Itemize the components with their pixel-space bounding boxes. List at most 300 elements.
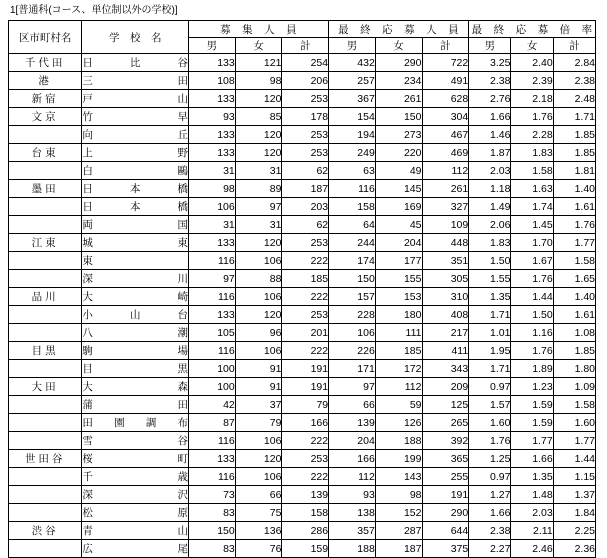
cell-saishu-female: 204 (375, 234, 422, 252)
cell-saishu-female: 45 (375, 216, 422, 234)
cell-boshu-female: 120 (235, 450, 282, 468)
cell-saishu-male: 188 (329, 540, 376, 558)
cell-boshu-male: 98 (189, 180, 236, 198)
cell-saishu-total: 305 (422, 270, 469, 288)
cell-boshu-male: 31 (189, 216, 236, 234)
cell-saishu-male: 249 (329, 144, 376, 162)
cell-boshu-female: 120 (235, 90, 282, 108)
cell-bairitsu-total: 1.08 (553, 324, 595, 342)
cell-bairitsu-total: 1.85 (553, 126, 595, 144)
cell-boshu-female: 37 (235, 396, 282, 414)
cell-bairitsu-female: 1.83 (511, 144, 553, 162)
cell-boshu-total: 79 (282, 396, 329, 414)
cell-bairitsu-male: 1.76 (469, 432, 511, 450)
cell-boshu-total: 253 (282, 234, 329, 252)
header-group-bairitsu: 最 終 応 募 倍 率 (469, 21, 596, 38)
cell-saishu-total: 365 (422, 450, 469, 468)
cell-saishu-male: 112 (329, 468, 376, 486)
cell-bairitsu-male: 2.06 (469, 216, 511, 234)
cell-saishu-total: 448 (422, 234, 469, 252)
cell-saishu-male: 244 (329, 234, 376, 252)
cell-boshu-female: 31 (235, 162, 282, 180)
cell-saishu-female: 155 (375, 270, 422, 288)
cell-city (9, 468, 82, 486)
cell-bairitsu-total: 2.36 (553, 540, 595, 558)
cell-boshu-total: 139 (282, 486, 329, 504)
table-row (9, 306, 596, 324)
cell-saishu-female: 152 (375, 504, 422, 522)
cell-boshu-total: 254 (282, 54, 329, 72)
cell-bairitsu-male: 1.18 (469, 180, 511, 198)
cell-saishu-total: 112 (422, 162, 469, 180)
table-row (9, 414, 596, 432)
cell-bairitsu-total: 1.76 (553, 216, 595, 234)
cell-city (9, 486, 82, 504)
cell-city (9, 432, 82, 450)
cell-boshu-total: 253 (282, 450, 329, 468)
cell-boshu-male: 133 (189, 90, 236, 108)
cell-school: 八 潮 (82, 324, 189, 342)
cell-city: 品川 (9, 288, 82, 306)
cell-city (9, 216, 82, 234)
cell-boshu-male: 116 (189, 342, 236, 360)
cell-saishu-total: 310 (422, 288, 469, 306)
cell-bairitsu-male: 1.50 (469, 252, 511, 270)
cell-school: 青 山 (82, 522, 189, 540)
cell-bairitsu-total: 1.81 (553, 162, 595, 180)
cell-bairitsu-female: 1.77 (511, 432, 553, 450)
cell-city: 台東 (9, 144, 82, 162)
cell-saishu-total: 644 (422, 522, 469, 540)
cell-boshu-female: 96 (235, 324, 282, 342)
cell-school: 戸 山 (82, 90, 189, 108)
cell-saishu-male: 63 (329, 162, 376, 180)
cell-city: 千代田 (9, 54, 82, 72)
cell-school: 城 東 (82, 234, 189, 252)
cell-boshu-total: 158 (282, 504, 329, 522)
cell-boshu-female: 120 (235, 126, 282, 144)
cell-bairitsu-total: 1.58 (553, 252, 595, 270)
cell-saishu-female: 273 (375, 126, 422, 144)
cell-boshu-male: 116 (189, 252, 236, 270)
cell-bairitsu-male: 1.66 (469, 108, 511, 126)
cell-saishu-male: 139 (329, 414, 376, 432)
cell-bairitsu-female: 1.74 (511, 198, 553, 216)
cell-bairitsu-total: 1.58 (553, 396, 595, 414)
cell-boshu-male: 105 (189, 324, 236, 342)
cell-boshu-female: 120 (235, 144, 282, 162)
header-group-boshu: 募 集 人 員 (189, 21, 329, 38)
cell-boshu-male: 83 (189, 504, 236, 522)
cell-boshu-female: 75 (235, 504, 282, 522)
cell-boshu-male: 108 (189, 72, 236, 90)
table-row (9, 72, 596, 90)
table-row (9, 126, 596, 144)
cell-city: 港 (9, 72, 82, 90)
cell-city: 大田 (9, 378, 82, 396)
table-row (9, 522, 596, 540)
table-row (9, 360, 596, 378)
cell-saishu-total: 125 (422, 396, 469, 414)
cell-school: 小 山 台 (82, 306, 189, 324)
cell-city (9, 504, 82, 522)
cell-city (9, 126, 82, 144)
cell-boshu-total: 178 (282, 108, 329, 126)
cell-school: 雪 谷 (82, 432, 189, 450)
cell-school: 日 比 谷 (82, 54, 189, 72)
cell-boshu-total: 206 (282, 72, 329, 90)
cell-city (9, 324, 82, 342)
cell-saishu-female: 112 (375, 378, 422, 396)
cell-boshu-male: 133 (189, 54, 236, 72)
table-row (9, 324, 596, 342)
table-row (9, 486, 596, 504)
cell-boshu-female: 91 (235, 378, 282, 396)
cell-school: 大 崎 (82, 288, 189, 306)
cell-city (9, 360, 82, 378)
cell-saishu-male: 171 (329, 360, 376, 378)
cell-bairitsu-female: 2.46 (511, 540, 553, 558)
cell-bairitsu-male: 1.27 (469, 486, 511, 504)
cell-boshu-total: 253 (282, 144, 329, 162)
cell-saishu-male: 66 (329, 396, 376, 414)
cell-bairitsu-male: 1.01 (469, 324, 511, 342)
cell-boshu-male: 73 (189, 486, 236, 504)
cell-bairitsu-male: 2.27 (469, 540, 511, 558)
cell-boshu-female: 106 (235, 342, 282, 360)
table-row (9, 468, 596, 486)
cell-saishu-male: 93 (329, 486, 376, 504)
cell-boshu-female: 91 (235, 360, 282, 378)
cell-boshu-male: 116 (189, 432, 236, 450)
cell-bairitsu-female: 2.03 (511, 504, 553, 522)
header-boshu-male: 男 (189, 38, 236, 54)
page-title: 1[普通科(コース、単位制以外の学校)] (10, 5, 178, 16)
cell-bairitsu-female: 2.11 (511, 522, 553, 540)
cell-bairitsu-total: 1.80 (553, 360, 595, 378)
cell-saishu-male: 228 (329, 306, 376, 324)
cell-bairitsu-female: 1.35 (511, 468, 553, 486)
header-saishu-female: 女 (375, 38, 422, 54)
cell-city (9, 414, 82, 432)
cell-city: 墨田 (9, 180, 82, 198)
cell-bairitsu-total: 2.25 (553, 522, 595, 540)
cell-city (9, 252, 82, 270)
cell-school: 千 歳 (82, 468, 189, 486)
cell-saishu-male: 150 (329, 270, 376, 288)
cell-bairitsu-total: 1.60 (553, 414, 595, 432)
cell-boshu-total: 185 (282, 270, 329, 288)
cell-bairitsu-male: 0.97 (469, 468, 511, 486)
cell-bairitsu-male: 1.55 (469, 270, 511, 288)
table-row (9, 252, 596, 270)
cell-bairitsu-female: 1.59 (511, 396, 553, 414)
cell-boshu-total: 253 (282, 306, 329, 324)
header-saishu-total: 計 (422, 38, 469, 54)
cell-boshu-male: 97 (189, 270, 236, 288)
table-row (9, 198, 596, 216)
cell-saishu-female: 187 (375, 540, 422, 558)
cell-bairitsu-female: 1.58 (511, 162, 553, 180)
cell-saishu-female: 172 (375, 360, 422, 378)
cell-saishu-male: 64 (329, 216, 376, 234)
table-row (9, 216, 596, 234)
header-bairitsu-female: 女 (511, 38, 553, 54)
cell-boshu-male: 116 (189, 468, 236, 486)
cell-saishu-female: 180 (375, 306, 422, 324)
cell-city (9, 162, 82, 180)
cell-city: 目黒 (9, 342, 82, 360)
header-bairitsu-male: 男 (469, 38, 511, 54)
cell-boshu-total: 222 (282, 288, 329, 306)
cell-bairitsu-female: 1.76 (511, 270, 553, 288)
table-row (9, 540, 596, 558)
cell-saishu-total: 109 (422, 216, 469, 234)
cell-saishu-female: 177 (375, 252, 422, 270)
cell-saishu-total: 411 (422, 342, 469, 360)
cell-bairitsu-female: 1.70 (511, 234, 553, 252)
cell-saishu-total: 351 (422, 252, 469, 270)
cell-saishu-female: 98 (375, 486, 422, 504)
cell-saishu-total: 265 (422, 414, 469, 432)
cell-boshu-total: 222 (282, 468, 329, 486)
cell-saishu-female: 111 (375, 324, 422, 342)
cell-saishu-male: 138 (329, 504, 376, 522)
cell-saishu-male: 106 (329, 324, 376, 342)
cell-saishu-female: 59 (375, 396, 422, 414)
cell-saishu-female: 188 (375, 432, 422, 450)
cell-saishu-female: 49 (375, 162, 422, 180)
cell-saishu-female: 199 (375, 450, 422, 468)
cell-boshu-male: 100 (189, 360, 236, 378)
table-row (9, 378, 596, 396)
cell-saishu-total: 304 (422, 108, 469, 126)
cell-saishu-male: 204 (329, 432, 376, 450)
cell-boshu-male: 93 (189, 108, 236, 126)
cell-boshu-female: 66 (235, 486, 282, 504)
cell-boshu-total: 286 (282, 522, 329, 540)
cell-school: 日 本 橋 (82, 198, 189, 216)
cell-bairitsu-total: 1.85 (553, 144, 595, 162)
cell-saishu-female: 143 (375, 468, 422, 486)
cell-school: 東 (82, 252, 189, 270)
cell-saishu-total: 491 (422, 72, 469, 90)
cell-bairitsu-total: 1.09 (553, 378, 595, 396)
cell-bairitsu-female: 1.48 (511, 486, 553, 504)
header-group-saishu: 最 終 応 募 人 員 (329, 21, 469, 38)
cell-boshu-female: 97 (235, 198, 282, 216)
cell-boshu-male: 133 (189, 144, 236, 162)
cell-bairitsu-male: 1.95 (469, 342, 511, 360)
cell-bairitsu-female: 1.76 (511, 342, 553, 360)
cell-boshu-total: 62 (282, 162, 329, 180)
cell-saishu-male: 432 (329, 54, 376, 72)
cell-boshu-female: 31 (235, 216, 282, 234)
cell-boshu-female: 76 (235, 540, 282, 558)
cell-saishu-male: 226 (329, 342, 376, 360)
cell-boshu-female: 85 (235, 108, 282, 126)
table-row (9, 108, 596, 126)
table-row (9, 396, 596, 414)
cell-saishu-female: 287 (375, 522, 422, 540)
cell-bairitsu-male: 1.66 (469, 504, 511, 522)
cell-city (9, 198, 82, 216)
cell-school: 上 野 (82, 144, 189, 162)
cell-bairitsu-female: 2.40 (511, 54, 553, 72)
table-row (9, 162, 596, 180)
table-row (9, 270, 596, 288)
cell-boshu-male: 87 (189, 414, 236, 432)
cell-boshu-female: 121 (235, 54, 282, 72)
cell-school: 深 川 (82, 270, 189, 288)
cell-bairitsu-total: 1.77 (553, 432, 595, 450)
table-row (9, 288, 596, 306)
cell-saishu-female: 145 (375, 180, 422, 198)
cell-saishu-total: 722 (422, 54, 469, 72)
cell-bairitsu-female: 1.67 (511, 252, 553, 270)
cell-school: 三 田 (82, 72, 189, 90)
table-row (9, 234, 596, 252)
cell-bairitsu-female: 1.63 (511, 180, 553, 198)
cell-saishu-male: 154 (329, 108, 376, 126)
cell-bairitsu-male: 1.71 (469, 306, 511, 324)
cell-bairitsu-total: 1.85 (553, 342, 595, 360)
cell-boshu-total: 159 (282, 540, 329, 558)
cell-saishu-total: 408 (422, 306, 469, 324)
cell-bairitsu-male: 1.25 (469, 450, 511, 468)
cell-boshu-male: 42 (189, 396, 236, 414)
cell-saishu-total: 469 (422, 144, 469, 162)
cell-boshu-female: 106 (235, 288, 282, 306)
cell-bairitsu-female: 1.23 (511, 378, 553, 396)
cell-boshu-total: 203 (282, 198, 329, 216)
header-bairitsu-total: 計 (553, 38, 595, 54)
cell-city: 江東 (9, 234, 82, 252)
cell-saishu-male: 174 (329, 252, 376, 270)
table-row (9, 144, 596, 162)
cell-bairitsu-female: 1.59 (511, 414, 553, 432)
cell-boshu-total: 222 (282, 432, 329, 450)
cell-boshu-female: 120 (235, 234, 282, 252)
cell-boshu-female: 106 (235, 468, 282, 486)
cell-bairitsu-total: 1.37 (553, 486, 595, 504)
cell-bairitsu-female: 1.66 (511, 450, 553, 468)
cell-saishu-total: 375 (422, 540, 469, 558)
cell-bairitsu-male: 2.38 (469, 522, 511, 540)
cell-saishu-female: 150 (375, 108, 422, 126)
cell-saishu-total: 392 (422, 432, 469, 450)
cell-school: 目 黒 (82, 360, 189, 378)
cell-boshu-total: 253 (282, 126, 329, 144)
cell-boshu-total: 222 (282, 342, 329, 360)
cell-saishu-total: 191 (422, 486, 469, 504)
cell-bairitsu-male: 1.46 (469, 126, 511, 144)
cell-saishu-total: 209 (422, 378, 469, 396)
cell-school: 白 鷗 (82, 162, 189, 180)
cell-bairitsu-male: 0.97 (469, 378, 511, 396)
cell-boshu-male: 31 (189, 162, 236, 180)
header-school: 学 校 名 (82, 21, 189, 54)
cell-saishu-total: 467 (422, 126, 469, 144)
cell-boshu-female: 136 (235, 522, 282, 540)
cell-saishu-total: 628 (422, 90, 469, 108)
cell-city: 渋谷 (9, 522, 82, 540)
cell-boshu-male: 133 (189, 450, 236, 468)
cell-boshu-total: 166 (282, 414, 329, 432)
cell-saishu-female: 169 (375, 198, 422, 216)
cell-bairitsu-female: 2.39 (511, 72, 553, 90)
cell-bairitsu-total: 2.48 (553, 90, 595, 108)
cell-boshu-female: 106 (235, 252, 282, 270)
cell-saishu-male: 97 (329, 378, 376, 396)
cell-saishu-male: 158 (329, 198, 376, 216)
cell-boshu-male: 100 (189, 378, 236, 396)
cell-boshu-total: 191 (282, 378, 329, 396)
cell-school: 広 尾 (82, 540, 189, 558)
cell-boshu-male: 106 (189, 198, 236, 216)
cell-city (9, 540, 82, 558)
cell-bairitsu-male: 1.71 (469, 360, 511, 378)
cell-saishu-female: 290 (375, 54, 422, 72)
cell-saishu-male: 116 (329, 180, 376, 198)
cell-saishu-male: 157 (329, 288, 376, 306)
cell-bairitsu-male: 1.83 (469, 234, 511, 252)
cell-city (9, 270, 82, 288)
cell-bairitsu-female: 1.50 (511, 306, 553, 324)
cell-boshu-total: 62 (282, 216, 329, 234)
cell-saishu-total: 290 (422, 504, 469, 522)
cell-school: 深 沢 (82, 486, 189, 504)
cell-boshu-male: 116 (189, 288, 236, 306)
cell-saishu-female: 261 (375, 90, 422, 108)
cell-bairitsu-male: 1.60 (469, 414, 511, 432)
cell-bairitsu-total: 1.61 (553, 306, 595, 324)
cell-bairitsu-male: 2.76 (469, 90, 511, 108)
cell-school: 竹 早 (82, 108, 189, 126)
cell-boshu-male: 83 (189, 540, 236, 558)
cell-saishu-total: 327 (422, 198, 469, 216)
cell-school: 向 丘 (82, 126, 189, 144)
cell-bairitsu-total: 1.61 (553, 198, 595, 216)
cell-city: 新宿 (9, 90, 82, 108)
cell-bairitsu-male: 1.35 (469, 288, 511, 306)
cell-bairitsu-total: 2.84 (553, 54, 595, 72)
cell-bairitsu-male: 1.49 (469, 198, 511, 216)
cell-boshu-male: 133 (189, 306, 236, 324)
cell-school: 駒 場 (82, 342, 189, 360)
cell-saishu-male: 367 (329, 90, 376, 108)
cell-bairitsu-total: 1.71 (553, 108, 595, 126)
cell-bairitsu-female: 1.89 (511, 360, 553, 378)
table-row (9, 432, 596, 450)
cell-bairitsu-female: 1.76 (511, 108, 553, 126)
table-row (9, 504, 596, 522)
cell-boshu-male: 133 (189, 234, 236, 252)
cell-bairitsu-female: 1.45 (511, 216, 553, 234)
cell-bairitsu-total: 2.38 (553, 72, 595, 90)
cell-bairitsu-total: 1.44 (553, 450, 595, 468)
cell-city (9, 306, 82, 324)
header-saishu-male: 男 (329, 38, 376, 54)
cell-bairitsu-female: 2.28 (511, 126, 553, 144)
cell-bairitsu-female: 1.16 (511, 324, 553, 342)
cell-school: 大 森 (82, 378, 189, 396)
cell-bairitsu-male: 1.87 (469, 144, 511, 162)
header-boshu-total: 計 (282, 38, 329, 54)
cell-city: 世田谷 (9, 450, 82, 468)
cell-bairitsu-female: 1.44 (511, 288, 553, 306)
cell-school: 日 本 橋 (82, 180, 189, 198)
